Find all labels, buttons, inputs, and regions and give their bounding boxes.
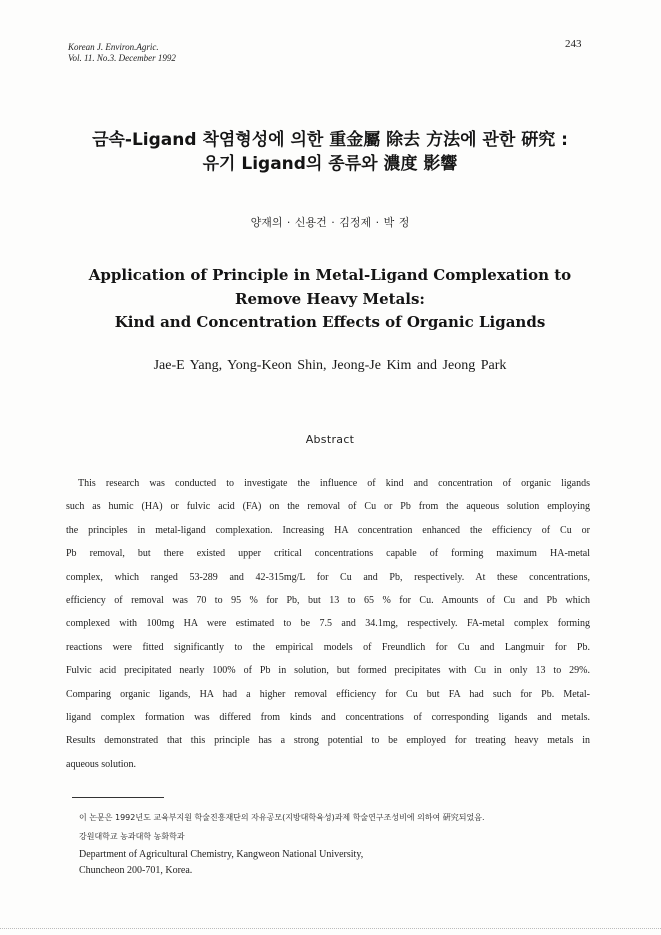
footnote-korean-funding: 이 논문은 1992년도 교육부지원 학술진흥재단의 자유공모(지방대학육성)과제 학술연구조성비에 의하여 硏究되었음. bbox=[79, 813, 485, 822]
footnote-korean-affiliation: 강원대학교 농과대학 농화학과 bbox=[79, 832, 185, 841]
footnote-divider bbox=[72, 797, 164, 798]
abstract-line: Pb removal, but there existed upper critical concentrations capable of forming maximum HA-metal bbox=[66, 548, 590, 560]
abstract-line: complexed with 100mg HA were estimated to be 7.5 and 34.1mg, respectively. FA-metal complex forming bbox=[66, 618, 590, 630]
abstract-line: Comparing organic ligands, HA had a higher removal efficiency for Cu but FA had such for Pb. Metal- bbox=[66, 688, 590, 700]
korean-title-line-1: 금속-Ligand 착염형성에 의한 重金屬 除去 方法에 관한 硏究 : bbox=[92, 130, 568, 150]
korean-authors: 양재의 · 신용건 · 김정제 · 박 정 bbox=[250, 216, 410, 229]
journal-volume: Vol. 11. No.3. December 1992 bbox=[68, 53, 176, 63]
journal-name: Korean J. Environ.Agric. bbox=[68, 42, 159, 52]
english-title-line-1: Application of Principle in Metal-Ligand Complexation to bbox=[88, 266, 572, 284]
abstract-line: complex, which ranged 53-289 and 42-315mg/L for Cu and Pb, respectively. At these concentrations, bbox=[66, 571, 590, 583]
abstract-line: This research was conducted to investigate the influence of kind and concentration of organic ligands bbox=[78, 478, 590, 489]
journal-citation bbox=[68, 42, 176, 64]
page-number: 243 bbox=[565, 38, 582, 50]
abstract-line: aqueous solution. bbox=[66, 758, 136, 770]
english-authors: Jae-E Yang, Yong-Keon Shin, Jeong-Je Kim and Jeong Park bbox=[153, 358, 507, 373]
abstract-line: ligand complex formation was differed from kinds and concentrations of corresponding ligands and metals. bbox=[66, 711, 590, 723]
abstract-heading: Abstract bbox=[305, 433, 355, 446]
english-title-line-2: Remove Heavy Metals: bbox=[235, 290, 425, 308]
abstract-line: such as humic (HA) or fulvic acid (FA) on the removal of Cu or Pb from the aqueous solution employing bbox=[66, 501, 590, 513]
english-title-line-3: Kind and Concentration Effects of Organic Ligands bbox=[114, 313, 546, 331]
abstract-line: Results demonstrated that this principle has a strong potential to be employed for treating heavy metals in bbox=[66, 735, 590, 747]
abstract-line: efficiency of removal was 70 to 95 % for Pb, but 13 to 65 % for Cu. Amounts of Cu and Pb which bbox=[66, 594, 590, 606]
abstract-line: reactions were fitted significantly to the empirical models of Freundlich for Cu and Langmuir for Pb. bbox=[66, 641, 590, 653]
abstract-body bbox=[66, 472, 590, 776]
abstract-line: the principles in metal-ligand complexation. Increasing HA concentration enhanced the efficiency of Cu or bbox=[66, 524, 590, 536]
korean-title-line-2: 유기 Ligand의 종류와 濃度 影響 bbox=[202, 154, 458, 174]
footnote-english-affiliation: Department of Agricultural Chemistry, Kangweon National University, bbox=[79, 849, 364, 860]
abstract-line: Fulvic acid precipitated nearly 100% of Pb in solution, but formed precipitates with Cu in only 13 to 29%. bbox=[66, 665, 590, 677]
footnote-english-address: Chuncheon 200-701, Korea. bbox=[79, 865, 193, 876]
page-bottom-edge bbox=[0, 928, 661, 929]
